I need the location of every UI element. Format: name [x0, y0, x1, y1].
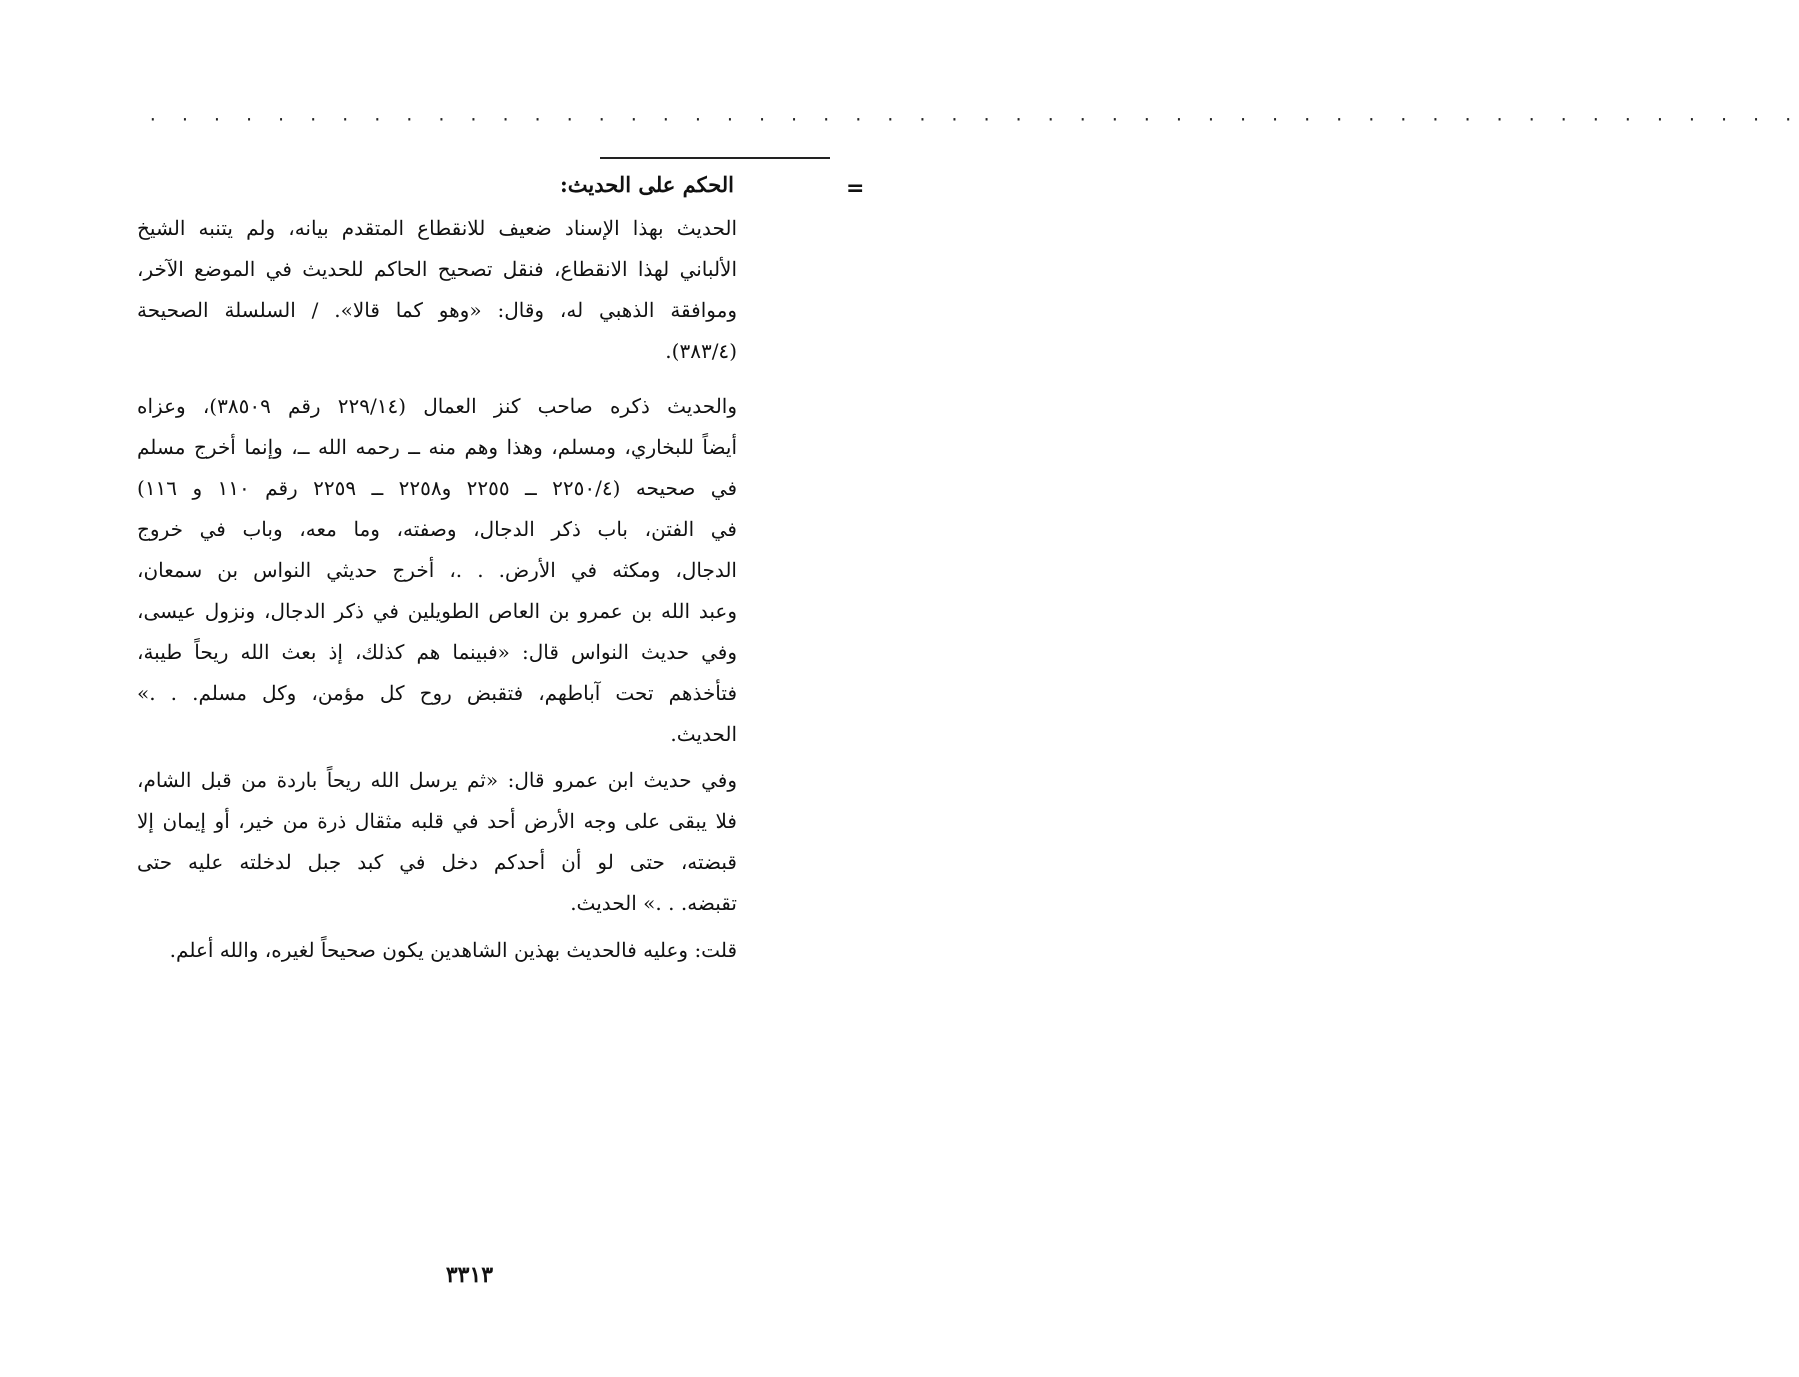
paragraph-line: قبضته، حتى لو أن أحدكم دخل في كبد جبل لدخلته عليه حتى — [137, 850, 737, 874]
paragraph-line: فلا يبقى على وجه الأرض أحد في قلبه مثقال ذرة من خير، أو إيمان إلا — [137, 809, 737, 833]
margin-mark: = — [846, 176, 865, 201]
paragraph-line: تقبضه. . .» الحديث. — [570, 891, 737, 915]
paragraph-line: (٣٨٣/٤). — [665, 339, 737, 363]
paragraph-line: الحديث. — [670, 722, 737, 746]
page-number: ٣٣١٣ — [445, 1262, 494, 1288]
paragraph-line: وفي حديث ابن عمرو قال: «ثم يرسل الله ريحاً باردة من قبل الشام، — [137, 768, 737, 792]
decorative-dotted-line: · · · · · · · · · · · · · · · · · · · · · · · · · · · · · · · · · · · · · · · · · · · · · · · · · · · · — [148, 110, 1799, 129]
paragraph-line: الألباني لهذا الانقطاع، فنقل تصحيح الحاكم للحديث في الموضع الآخر، — [137, 257, 737, 281]
paragraph-line: وموافقة الذهبي له، وقال: «وهو كما قالا». / السلسلة الصحيحة — [137, 298, 737, 322]
paragraph-line: فتأخذهم تحت آباطهم، فتقبض روح كل مؤمن، وكل مسلم. . .» — [137, 681, 737, 705]
paragraph-line: الدجال، ومكثه في الأرض. . .، أخرج حديثي النواس بن سمعان، — [137, 558, 737, 582]
paragraph-ibn-amr-hadith — [137, 760, 737, 924]
paragraph-line: في الفتن، باب ذكر الدجال، وصفته، وما معه، وباب في خروج — [137, 517, 737, 541]
paragraph-line: قلت: وعليه فالحديث بهذين الشاهدين يكون صحيحاً لغيره، والله أعلم. — [169, 938, 737, 962]
paragraph-line: أيضاً للبخاري، ومسلم، وهذا وهم منه ــ رحمه الله ــ، وإنما أخرج مسلم — [137, 435, 737, 459]
paragraph-line: في صحيحه (٢٢٥٠/٤ ــ ٢٢٥٥ و٢٢٥٨ ــ ٢٢٥٩ رقم ١١٠ و ١١٦) — [137, 476, 738, 500]
paragraph-line: وعبد الله بن عمرو بن العاص الطويلين في ذكر الدجال، ونزول عيسى، — [137, 599, 737, 623]
heading-rule — [600, 157, 830, 159]
section-heading: الحكم على الحديث: — [560, 172, 734, 197]
paragraph-conclusion — [137, 930, 737, 971]
paragraph-line: والحديث ذكره صاحب كنز العمال (٢٢٩/١٤ رقم ٣٨٥٠٩)، وعزاه — [137, 394, 738, 418]
paragraph-kanz-al-ummal — [137, 386, 737, 755]
paragraph-line: الحديث بهذا الإسناد ضعيف للانقطاع المتقدم بيانه، ولم يتنبه الشيخ — [137, 216, 737, 240]
paragraph-ruling-chain — [137, 208, 737, 372]
paragraph-line: وفي حديث النواس قال: «فبينما هم كذلك، إذ بعث الله ريحاً طيبة، — [137, 640, 737, 664]
